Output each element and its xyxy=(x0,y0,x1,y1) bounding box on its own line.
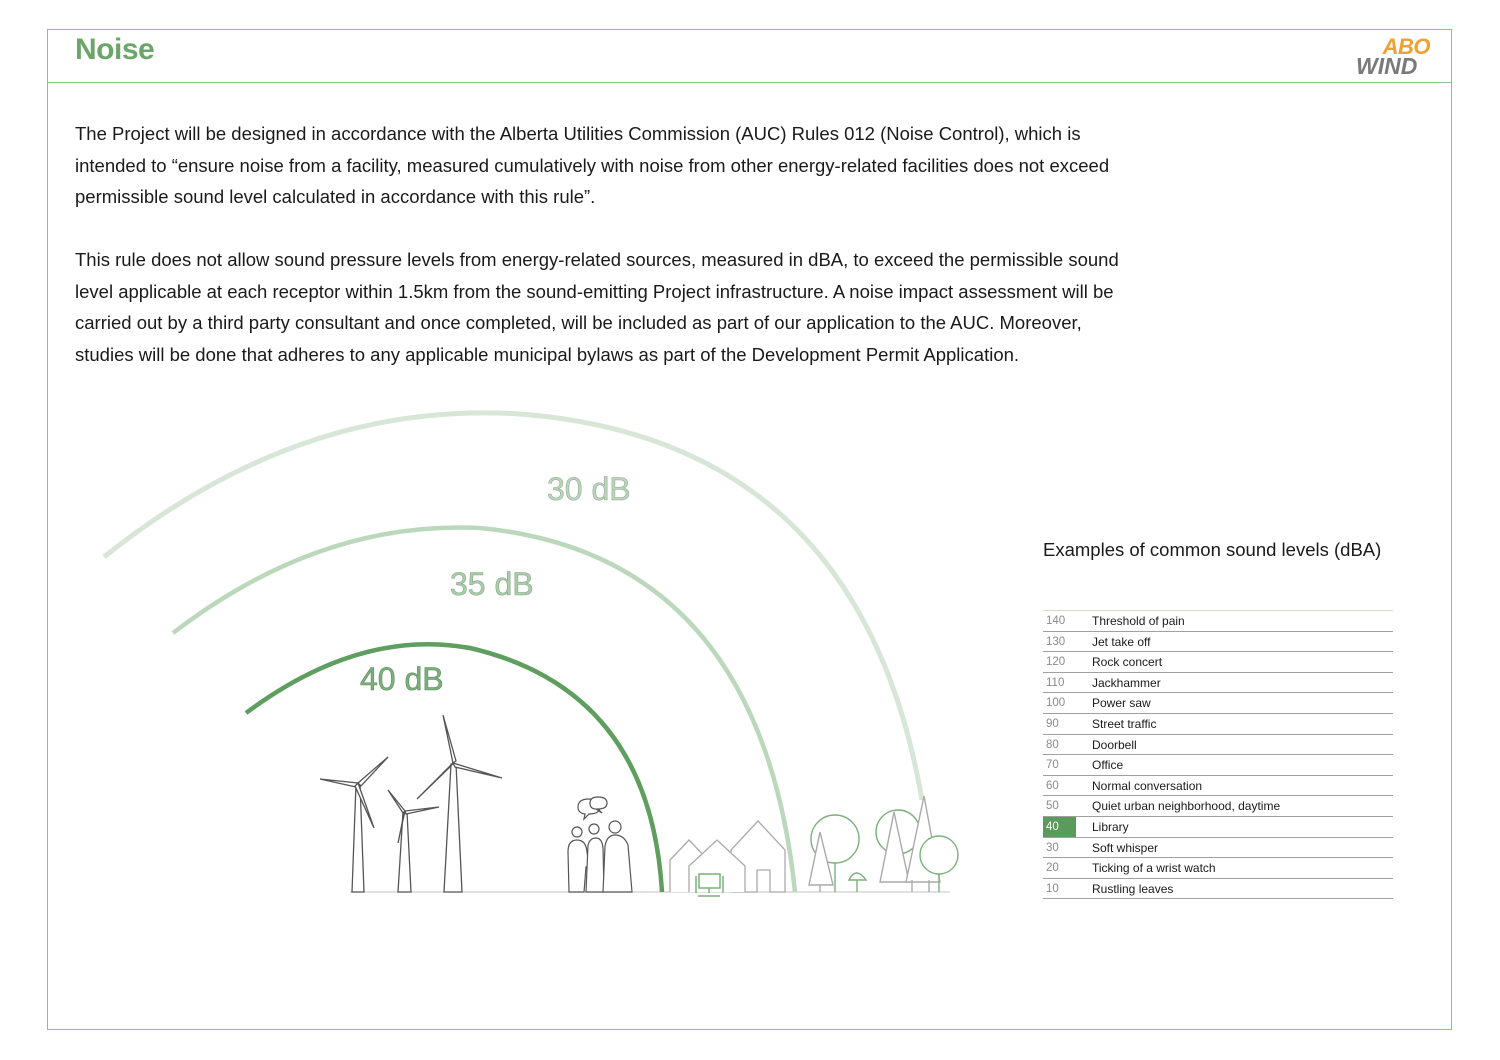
sound-level-row xyxy=(1043,611,1393,632)
sound-level-db: 10 xyxy=(1046,882,1059,895)
sound-level-label: Soft whisper xyxy=(1092,840,1159,855)
sound-level-label: Threshold of pain xyxy=(1092,614,1185,628)
sound-level-db: 30 xyxy=(1046,841,1059,854)
sound-level-label: Street traffic xyxy=(1092,716,1157,731)
sound-level-row xyxy=(1043,714,1393,735)
sound-level-label: Quiet urban neighborhood, daytime xyxy=(1092,799,1281,814)
sound-level-row xyxy=(1043,673,1393,694)
sound-level-db: 60 xyxy=(1046,779,1059,792)
arc-label-35db: 35 dB xyxy=(450,566,534,602)
house-icon xyxy=(670,821,785,892)
sound-level-db: 120 xyxy=(1046,656,1066,669)
sound-level-row xyxy=(1043,755,1393,776)
company-logo xyxy=(1352,36,1432,80)
sound-level-db: 40 xyxy=(1043,817,1076,837)
arc-label-30db: 30 dB xyxy=(547,471,631,507)
sound-level-label: Power saw xyxy=(1092,696,1151,711)
sound-level-row xyxy=(1043,817,1393,838)
sound-level-label: Rock concert xyxy=(1092,655,1163,670)
sound-level-label: Office xyxy=(1092,758,1124,773)
sound-level-row xyxy=(1043,693,1393,714)
logo-text-top: ABO xyxy=(1382,34,1430,59)
sound-level-row xyxy=(1043,838,1393,859)
sound-level-label: Library xyxy=(1092,819,1129,834)
wind-turbine-icon xyxy=(417,715,502,892)
sound-level-row xyxy=(1043,652,1393,673)
sound-level-label: Jackhammer xyxy=(1092,675,1161,690)
sound-level-db: 100 xyxy=(1046,697,1066,710)
noise-distance-illustration xyxy=(0,395,1000,915)
rule-paragraph: This rule does not allow sound pressure levels from energy-related sources, measured in dBA, to exceed the permissible sound level applicable at each receptor within 1.5km from the sound-emitting Project infrastructure. A noise impact assessment will be carried out by a third party consultant and once completed, will be included as part of our application to the AUC. Moreover, studies will be done that adheres to any applicable municipal bylaws as part of the Development Permit Application. xyxy=(75,249,1119,365)
sound-level-db: 20 xyxy=(1046,862,1059,875)
sound-level-label: Doorbell xyxy=(1092,737,1137,752)
intro-paragraph: The Project will be designed in accordance with the Alberta Utilities Commission (AUC) Rules 012 (Noise Control), which is intended to “ensure noise from a facility, measured cumulatively with noise from other energy-related facilities does not exceed permissible sound level calculated in accordance with this rule”. xyxy=(75,123,1110,207)
arc-label-40db: 40 dB xyxy=(360,661,444,697)
sound-level-db: 130 xyxy=(1046,635,1066,648)
sound-level-db: 70 xyxy=(1046,759,1059,772)
sound-level-row xyxy=(1043,632,1393,653)
sound-level-db: 90 xyxy=(1046,717,1059,730)
sound-level-row xyxy=(1043,776,1393,797)
sound-level-db: 110 xyxy=(1046,676,1065,689)
sound-level-row xyxy=(1043,879,1393,900)
sound-level-row xyxy=(1043,735,1393,756)
sound-level-label: Ticking of a wrist watch xyxy=(1092,861,1216,876)
sound-level-row xyxy=(1043,796,1393,817)
sound-level-db: 80 xyxy=(1046,738,1059,751)
sound-level-label: Jet take off xyxy=(1092,634,1151,649)
page-title: Noise xyxy=(75,33,155,66)
sound-levels-table xyxy=(1043,610,1393,899)
people-icon xyxy=(568,797,632,892)
wind-turbine-icon xyxy=(388,790,439,892)
sound-level-label: Rustling leaves xyxy=(1092,881,1174,896)
header-divider xyxy=(47,82,1452,83)
sound-level-db: 140 xyxy=(1046,615,1066,627)
sound-level-db: 50 xyxy=(1046,800,1059,813)
arc-30db xyxy=(104,413,922,800)
sound-level-label: Normal conversation xyxy=(1092,778,1203,793)
sound-level-row xyxy=(1043,858,1393,879)
tree-icon xyxy=(809,796,958,892)
logo-text-bottom: WIND xyxy=(1356,53,1418,79)
computer-icon xyxy=(696,874,723,896)
sound-levels-title: Examples of common sound levels (dBA) xyxy=(1043,539,1382,560)
wind-turbine-icon xyxy=(320,757,388,892)
